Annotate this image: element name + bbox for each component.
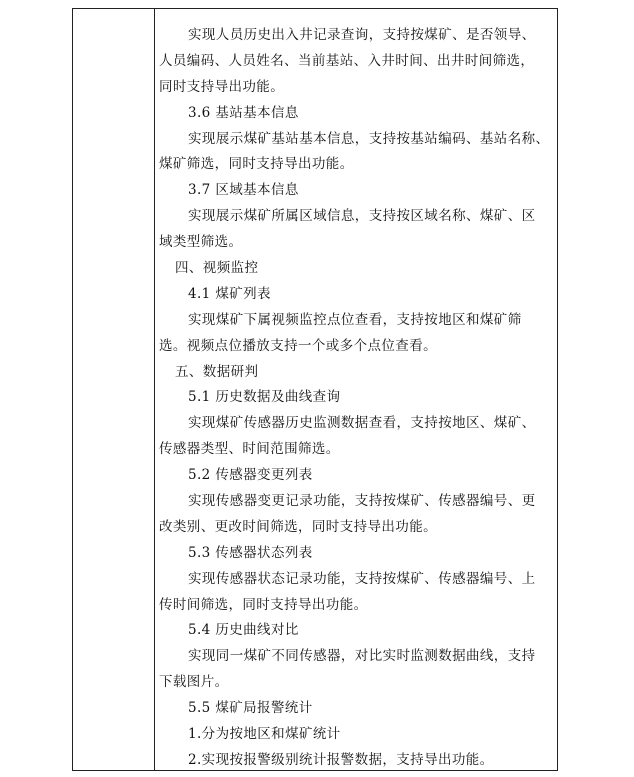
text-line: 实现展示煤矿所属区域信息，支持按区域名称、煤矿、区 (188, 208, 536, 225)
list-item: 1.分为按地区和煤矿统计 (188, 726, 341, 743)
section-heading: 5.2 传感器变更列表 (188, 467, 313, 484)
text-line: 实现传感器状态记录功能，支持按煤矿、传感器编号、上 (188, 570, 536, 587)
text-line: 实现人员历史出入井记录查询，支持按煤矿、是否领导、 (188, 27, 536, 43)
text-line: 实现煤矿下属视频监控点位查看，支持按地区和煤矿筛 (188, 311, 522, 328)
text-line: 选。视频点位播放支持一个或多个点位查看。 (159, 337, 437, 354)
text-line: 实现传感器变更记录功能，支持按煤矿、传感器编号、更 (188, 493, 536, 510)
text-line: 实现同一煤矿不同传感器，对比实时监测数据曲线，支持 (188, 648, 536, 665)
text-line: 传时间筛选，同时支持导出功能。 (159, 596, 368, 613)
section-heading: 5.3 传感器状态列表 (188, 544, 313, 561)
list-item: 2.实现按报警级别统计报警数据，支持导出功能。 (188, 751, 494, 768)
text-line: 人员编码、人员姓名、当前基站、入井时间、出井时间筛选， (159, 52, 535, 69)
text-line: 下载图片。 (159, 674, 229, 691)
text-line: 实现展示煤矿基站基本信息，支持按基站编码、基站名称、 (188, 130, 550, 147)
table-left-column (73, 9, 155, 770)
section-heading: 3.6 基站基本信息 (188, 104, 299, 121)
section-heading: 5.5 煤矿局报警统计 (188, 700, 313, 717)
text-line: 实现煤矿传感器历史监测数据查看，支持按地区、煤矿、 (188, 415, 536, 432)
text-line: 改类别、更改时间筛选，同时支持导出功能。 (159, 518, 437, 535)
section-heading: 5.4 历史曲线对比 (188, 622, 299, 639)
section-heading: 4.1 煤矿列表 (188, 285, 271, 302)
document-table (72, 8, 558, 771)
chapter-heading: 四、视频监控 (175, 260, 259, 277)
chapter-heading: 五、数据研判 (175, 363, 259, 380)
text-line: 域类型筛选。 (159, 234, 243, 251)
section-heading: 5.1 历史数据及曲线查询 (188, 389, 341, 406)
table-content-column (155, 9, 557, 770)
text-line: 煤矿筛选，同时支持导出功能。 (159, 156, 354, 173)
section-heading: 3.7 区域基本信息 (188, 182, 299, 199)
text-line: 传感器类型、时间范围筛选。 (159, 441, 340, 458)
text-line: 同时支持导出功能。 (159, 78, 285, 95)
